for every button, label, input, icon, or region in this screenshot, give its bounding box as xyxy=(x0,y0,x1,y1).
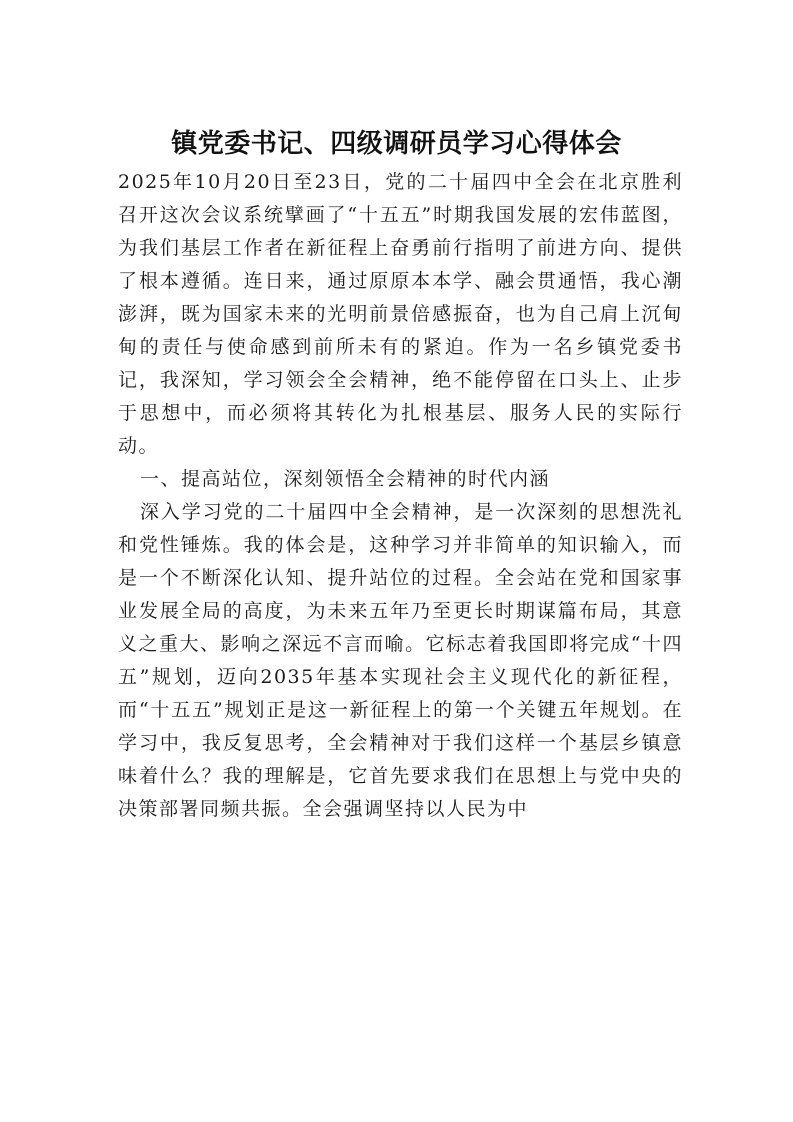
section-paragraph: 深入学习党的二十届四中全会精神，是一次深刻的思想洗礼和党性锤炼。我的体会是，这种学习并非简单的知识输入，而是一个不断深化认知、提升站位的过程。全会站在党和国家事业发展全局的高度，为未来五年乃至更长时期谋篇布局，其意义之重大、影响之深远不言而喻。它标志着我国即将完成“十四五”规划，迈向2035年基本实现社会主义现代化的新征程，而“十五五”规划正是这一新征程上的第一个关键五年规划。在学习中，我反复思考，全会精神对于我们这样一个基层乡镇意味着什么？我的理解是，它首先要求我们在思想上与党中央的决策部署同频共振。全会强调坚持以人民为中 xyxy=(118,501,683,820)
section-heading: 一、提高站位，深刻领悟全会精神的时代内涵 xyxy=(140,468,551,490)
intro-paragraph: 2025年10月20日至23日，党的二十届四中全会在北京胜利召开这次会议系统擘画了“十五五”时期我国发展的宏伟蓝图，为我们基层工作者在新征程上奋勇前行指明了前进方向、提供了根本遵循。连日来，通过原原本本学、融会贯通悟，我心潮澎湃，既为国家未来的光明前景倍感振奋，也为自己肩上沉甸甸的责任与使命感到前所未有的紧迫。作为一名乡镇党委书记，我深知，学习领会全会精神，绝不能停留在口头上、止步于思想中，而必须将其转化为扎根基层、服务人民的实际行动。 xyxy=(118,171,683,457)
document-title: 镇党委书记、四级调研员学习心得体会 xyxy=(171,129,622,159)
document-body xyxy=(118,166,683,826)
